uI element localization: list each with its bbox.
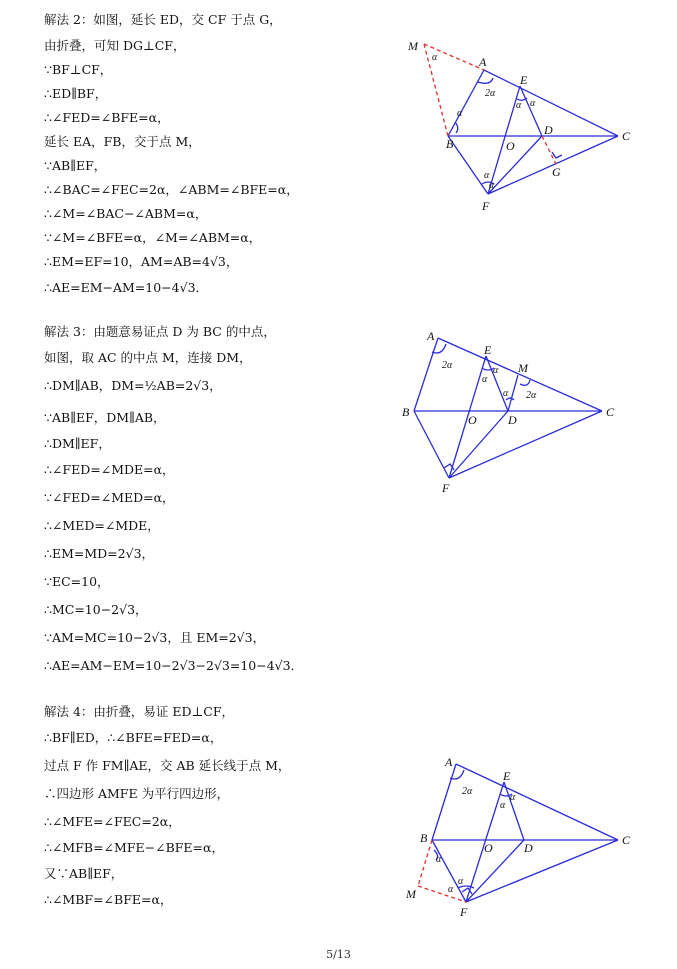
text-line: 解法 3：由题意易证点 D 为 BC 的中点，: [44, 324, 276, 339]
page-number: 5/13: [326, 948, 351, 961]
angle-label: α: [458, 876, 464, 887]
text-line: ∴∠FED=∠BFE=α，: [44, 110, 170, 125]
label-O: O: [506, 139, 515, 153]
segment-AB: [432, 764, 456, 840]
text-line: ∴∠FED=∠MDE=α，: [44, 462, 175, 477]
label-A: A: [427, 329, 435, 343]
text-line: ∵AB∥EF，: [44, 158, 107, 173]
label-C: C: [622, 833, 631, 847]
label-B: B: [446, 137, 454, 151]
text-line: ∵AM=MC=10−2√3，且 EM=2√3，: [44, 630, 266, 645]
text-line: ∵BF⊥CF，: [44, 62, 113, 77]
angle-label: 2α: [462, 786, 473, 797]
label-C: C: [622, 129, 631, 143]
angle-label: α: [510, 792, 516, 803]
angle-label: α: [448, 884, 454, 895]
text-line: 又∵AB∥EF，: [44, 866, 124, 881]
point-labels: [405, 755, 631, 919]
label-A: A: [479, 55, 487, 69]
label-E: E: [484, 343, 492, 357]
text-line: ∴DM∥AB，DM=½AB=2√3，: [44, 378, 222, 393]
label-D: D: [544, 123, 553, 137]
label-B: B: [402, 405, 410, 419]
label-D: D: [524, 841, 533, 855]
label-F: F: [442, 481, 450, 495]
text-line: 如图，取 AC 的中点 M，连接 DM，: [44, 350, 252, 365]
text-line: ∴AE=AM−EM=10−2√3−2√3=10−4√3．: [44, 658, 304, 673]
text-line: ∵EC=10，: [44, 574, 110, 589]
label-M: M: [408, 39, 418, 53]
text-line: 解法 2：如图，延长 ED，交 CF 于点 G，: [44, 12, 282, 27]
angle-label: α: [493, 365, 499, 376]
label-M: M: [406, 887, 416, 901]
angle-label: α: [489, 180, 495, 191]
text-line: 解法 4：由折叠，易证 ED⊥CF，: [44, 704, 235, 719]
angle-label: 2α: [485, 88, 496, 99]
angle-label: 2α: [526, 390, 537, 401]
auxiliary-lines: [418, 840, 466, 902]
angle-label: α: [436, 854, 442, 865]
angle-label: α: [484, 170, 490, 181]
text-line: ∴∠BAC=∠FEC=2α，∠ABM=∠BFE=α，: [44, 182, 299, 197]
segment-AC: [456, 764, 618, 840]
angle-label: α: [500, 800, 506, 811]
text-line: ∴∠MED=∠MDE，: [44, 518, 160, 533]
text-line: ∴∠MFB=∠MFE−∠BFE=α，: [44, 840, 224, 855]
text-line: ∴ED∥BF，: [44, 86, 108, 101]
label-E: E: [503, 769, 511, 783]
label-G: G: [552, 165, 561, 179]
dashed-BM: [418, 840, 432, 886]
text-line: ∴DM∥EF，: [44, 436, 111, 451]
text-line: ∴∠MBF=∠BFE=α，: [44, 892, 173, 907]
text-line: ∵∠FED=∠MED=α，: [44, 490, 175, 505]
angle-label: α: [516, 100, 522, 111]
angle-label: α: [503, 388, 509, 399]
label-C: C: [606, 405, 615, 419]
text-line: 延长 EA，FB，交于点 M，: [44, 134, 201, 149]
label-O: O: [484, 841, 493, 855]
angle-label: 2α: [442, 360, 453, 371]
text-line: 由折叠，可知 DG⊥CF，: [44, 38, 186, 53]
label-D: D: [508, 413, 517, 427]
text-line: 过点 F 作 FM∥AE，交 AB 延长线于点 M，: [44, 758, 291, 773]
label-O: O: [468, 413, 477, 427]
label-E: E: [520, 73, 528, 87]
text-line: ∴EM=EF=10，AM=AB=4√3，: [44, 254, 239, 269]
text-line: ∴MC=10−2√3，: [44, 602, 148, 617]
text-line: ∴∠MFE=∠FEC=2α，: [44, 814, 181, 829]
label-F: F: [460, 905, 468, 919]
text-line: ∴∠M=∠BAC−∠ABM=α，: [44, 206, 208, 221]
text-line: ∴EM=MD=2√3，: [44, 546, 155, 561]
text-line: ∵∠M=∠BFE=α，∠M=∠ABM=α，: [44, 230, 262, 245]
angle-label: α: [530, 98, 536, 109]
text-line: ∴AE=EM−AM=10−4√3．: [44, 280, 209, 295]
text-line: ∴四边形 AMFE 为平行四边形，: [44, 786, 230, 801]
segment-FD: [466, 840, 524, 902]
label-B: B: [420, 831, 428, 845]
label-A: A: [445, 755, 453, 769]
angle-label: α: [432, 52, 438, 63]
label-F: F: [482, 199, 490, 213]
text-line: ∴BF∥ED，∴∠BFE=FED=α，: [44, 730, 223, 745]
label-M: M: [518, 361, 528, 375]
angle-label: α: [457, 108, 463, 119]
angle-label: α: [482, 374, 488, 385]
text-line: ∵AB∥EF，DM∥AB，: [44, 410, 166, 425]
